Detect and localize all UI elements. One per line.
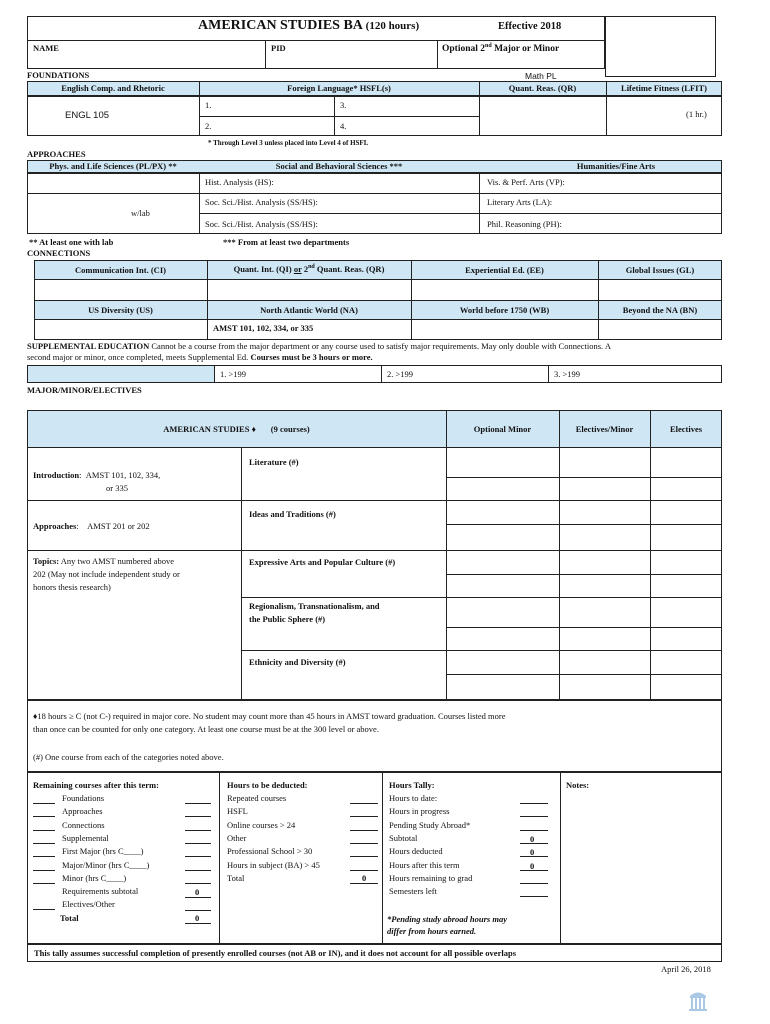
remaining-count-blank[interactable] — [33, 843, 55, 844]
deducted-blank[interactable] — [350, 803, 378, 804]
tally-value: 0 — [530, 860, 535, 871]
lfit-hours: (1 hr.) — [686, 109, 707, 119]
req-subtotal-label: Requirements subtotal — [62, 886, 139, 896]
departments-note: *** From at least two departments — [223, 237, 350, 247]
ph-field[interactable]: Phil. Reasoning (PH): — [487, 219, 562, 229]
deducted-header: Hours to be deducted: — [227, 780, 308, 790]
deducted-item: HSFL — [227, 806, 248, 817]
pid-field[interactable] — [300, 42, 432, 66]
quant-header: Quant. Reas. (QR) — [508, 83, 577, 93]
tally-item: Hours after this term — [389, 859, 460, 870]
lfit-header: Lifetime Fitness (LFIT) — [621, 83, 707, 93]
notes-field[interactable] — [562, 794, 720, 942]
remaining-total-label: Total — [60, 913, 79, 923]
remaining-header: Remaining courses after this term: — [33, 780, 159, 790]
fl-slot-3[interactable]: 3. — [340, 100, 347, 110]
remaining-count-blank[interactable] — [33, 870, 55, 871]
approaches-block: Approaches: AMST 201 or 202 — [33, 521, 150, 531]
na-courses: AMST 101, 102, 334, or 335 — [213, 323, 314, 333]
remaining-hours-blank[interactable] — [185, 843, 211, 844]
deducted-blank[interactable] — [350, 816, 378, 817]
deducted-item: Professional School > 30 — [227, 846, 313, 857]
deducted-item: Online courses > 24 — [227, 819, 296, 830]
hs-field[interactable]: Hist. Analysis (HS): — [205, 177, 274, 187]
ethnicity-category: Ethnicity and Diversity (#) — [249, 657, 346, 667]
qi-field[interactable] — [209, 281, 409, 298]
qi-header: Quant. Int. (QI) or 2nd Quant. Reas. (QR) — [233, 264, 385, 274]
remaining-hours-blank[interactable] — [185, 883, 211, 884]
lab-note: ** At least one with lab — [29, 237, 114, 247]
deducted-blank[interactable] — [350, 870, 378, 871]
major-label: MAJOR/MINOR/ELECTIVES — [27, 385, 142, 395]
foreign-language-header: Foreign Language* HSFL(s) — [287, 83, 391, 93]
page-title: AMERICAN STUDIES BA (120 hours) — [198, 18, 420, 33]
tally-item: Hours deducted — [389, 846, 443, 857]
name-field[interactable] — [80, 42, 260, 66]
electives-other-label: Electives/Other — [62, 899, 115, 909]
footer-date: April 26, 2018 — [661, 964, 711, 974]
ss-field-2[interactable]: Soc. Sci./Hist. Analysis (SS/HS): — [205, 219, 318, 229]
remaining-hours-blank[interactable] — [185, 856, 211, 857]
abroad-note: *Pending study abroad hours may differ from hours earned. — [387, 914, 507, 936]
supplemental-slot-3[interactable]: 3. >199 — [554, 369, 581, 379]
req-subtotal-value: 0 — [195, 887, 200, 897]
ee-field[interactable] — [413, 281, 596, 298]
tally-item: Semesters left — [389, 886, 437, 897]
remaining-count-blank[interactable] — [33, 856, 55, 857]
tally-item: Hours remaining to grad — [389, 872, 473, 883]
wb-header: World before 1750 (WB) — [459, 305, 550, 315]
tally-blank[interactable] — [520, 803, 548, 804]
intro-block: Introduction: AMST 101, 102, 334, or 335 — [33, 470, 161, 493]
social-header: Social and Behavioral Sciences *** — [275, 161, 403, 171]
old-well-icon — [688, 988, 708, 1012]
tally-value: 0 — [530, 847, 535, 858]
wlab-label: w/lab — [131, 208, 150, 218]
electives-minor-header: Electives/Minor — [575, 424, 634, 434]
remaining-count-blank[interactable] — [33, 830, 55, 831]
phys-header: Phys. and Life Sciences (PL/PX) ** — [49, 161, 177, 171]
ci-field[interactable] — [36, 281, 205, 298]
tally-blank[interactable] — [520, 883, 548, 884]
supplemental-text: SUPPLEMENTAL EDUCATION Cannot be a course from the major department or any course used to satisfy major requirements. May only double with Connections. A second major or minor, once completed, meets Supplemental Ed. Courses must be 3 hours or more. — [27, 341, 611, 362]
connections-label: CONNECTIONS — [27, 248, 91, 258]
tally-blank[interactable] — [520, 830, 548, 831]
engl-course: ENGL 105 — [65, 110, 110, 121]
tally-blank[interactable] — [520, 816, 548, 817]
foundations-footnote: * Through Level 3 unless placed into Level 4 of HSFL — [208, 139, 369, 147]
tally-item: Pending Study Abroad* — [389, 819, 471, 830]
deducted-blank[interactable] — [350, 830, 378, 831]
remaining-item: Minor (hrs C____) — [62, 872, 127, 883]
tally-item: Hours in progress — [389, 806, 450, 817]
vp-field[interactable]: Vis. & Perf. Arts (VP): — [487, 177, 565, 187]
major-notes: ♦18 hours ≥ C (not C-) required in major core. No student may count more than 45 hours in AMST toward graduation. Courses listed more than once can be counted for only one category. At least one course must be at the 300 level or above. — [33, 711, 506, 734]
remaining-hours-blank[interactable] — [185, 803, 211, 804]
approaches-label: APPROACHES — [27, 149, 86, 159]
us-header: US Diversity (US) — [88, 305, 153, 315]
remaining-item: Foundations — [62, 793, 105, 803]
math-pl-label: Math PL — [525, 71, 557, 81]
deducted-item: Hours in subject (BA) > 45 — [227, 859, 320, 870]
foundations-label: FOUNDATIONS — [27, 70, 90, 80]
deducted-blank[interactable] — [350, 843, 378, 844]
remaining-item: Approaches — [62, 806, 103, 817]
ss-field-1[interactable]: Soc. Sci./Hist. Analysis (SS/HS): — [205, 197, 318, 207]
tally-header: Hours Tally: — [389, 780, 435, 790]
ideas-category: Ideas and Traditions (#) — [249, 509, 336, 519]
ee-header: Experiential Ed. (EE) — [465, 265, 544, 275]
remaining-count-blank[interactable] — [33, 816, 55, 817]
tally-value: 0 — [530, 833, 535, 844]
notes-header: Notes: — [566, 780, 590, 790]
remaining-item: First Major (hrs C____) — [62, 846, 144, 857]
fl-slot-1[interactable]: 1. — [205, 100, 212, 110]
effective-date: Effective 2018 — [498, 21, 562, 32]
remaining-total-value: 0 — [195, 913, 200, 923]
category-note: (#) One course from each of the categories noted above. — [33, 752, 224, 762]
supplemental-slot-2[interactable]: 2. >199 — [387, 369, 414, 379]
la-field[interactable]: Literary Arts (LA): — [487, 197, 553, 207]
optional-minor-header: Optional Minor — [473, 424, 532, 434]
optional-major-field[interactable] — [605, 16, 716, 77]
remaining-hours-blank[interactable] — [185, 816, 211, 817]
fl-slot-2[interactable]: 2. — [205, 121, 212, 131]
disclaimer: This tally assumes successful completion of presently enrolled courses (not AB or IN), and it does not account for all possible overlaps — [34, 948, 516, 958]
bn-header: Beyond the NA (BN) — [622, 305, 698, 315]
na-header: North Atlantic World (NA) — [260, 305, 358, 315]
expressive-arts-category: Expressive Arts and Popular Culture (#) — [249, 557, 396, 567]
remaining-hours-blank[interactable] — [185, 830, 211, 831]
optional-major-label: Optional 2nd Major or Minor — [442, 43, 560, 55]
remaining-count-blank[interactable] — [33, 883, 55, 884]
remaining-hours-blank[interactable] — [185, 870, 211, 871]
deducted-blank[interactable] — [350, 856, 378, 857]
electives-header: Electives — [669, 424, 703, 434]
topics-block: Topics: Any two AMST numbered above 202 (May not include independent study or honors thesis research) — [33, 556, 180, 592]
tally-item: Hours to date: — [389, 793, 438, 803]
ci-header: Communication Int. (CI) — [75, 265, 166, 275]
humanities-header: Humanities/Fine Arts — [576, 161, 656, 171]
english-header: English Comp. and Rhetoric — [61, 83, 165, 93]
remaining-item: Major/Minor (hrs C____) — [62, 859, 150, 870]
remaining-item: Supplemental — [62, 832, 109, 843]
regionalism-category: Regionalism, Transnationalism, and the Public Sphere (#) — [249, 601, 380, 624]
literature-category: Literature (#) — [249, 457, 299, 467]
tally-item: Subtotal — [389, 832, 418, 843]
qr-field[interactable] — [481, 98, 604, 134]
remaining-count-blank[interactable] — [33, 803, 55, 804]
supplemental-slot-1[interactable]: 1. >199 — [220, 369, 247, 379]
remaining-item: Connections — [62, 819, 105, 830]
fl-slot-4[interactable]: 4. — [340, 121, 347, 131]
deducted-item: Other — [227, 832, 247, 843]
deducted-total-value: 0 — [362, 873, 367, 883]
gl-field[interactable] — [600, 281, 720, 298]
pid-label: PID — [271, 43, 286, 53]
gl-header: Global Issues (GL) — [625, 265, 695, 275]
amst-header: AMERICAN STUDIES ♦ (9 courses) — [163, 424, 310, 434]
deducted-item: Total — [227, 872, 245, 883]
approaches-body — [27, 173, 722, 234]
tally-blank[interactable] — [520, 896, 548, 897]
name-label: NAME — [33, 43, 59, 53]
deducted-item: Repeated courses — [227, 793, 287, 803]
